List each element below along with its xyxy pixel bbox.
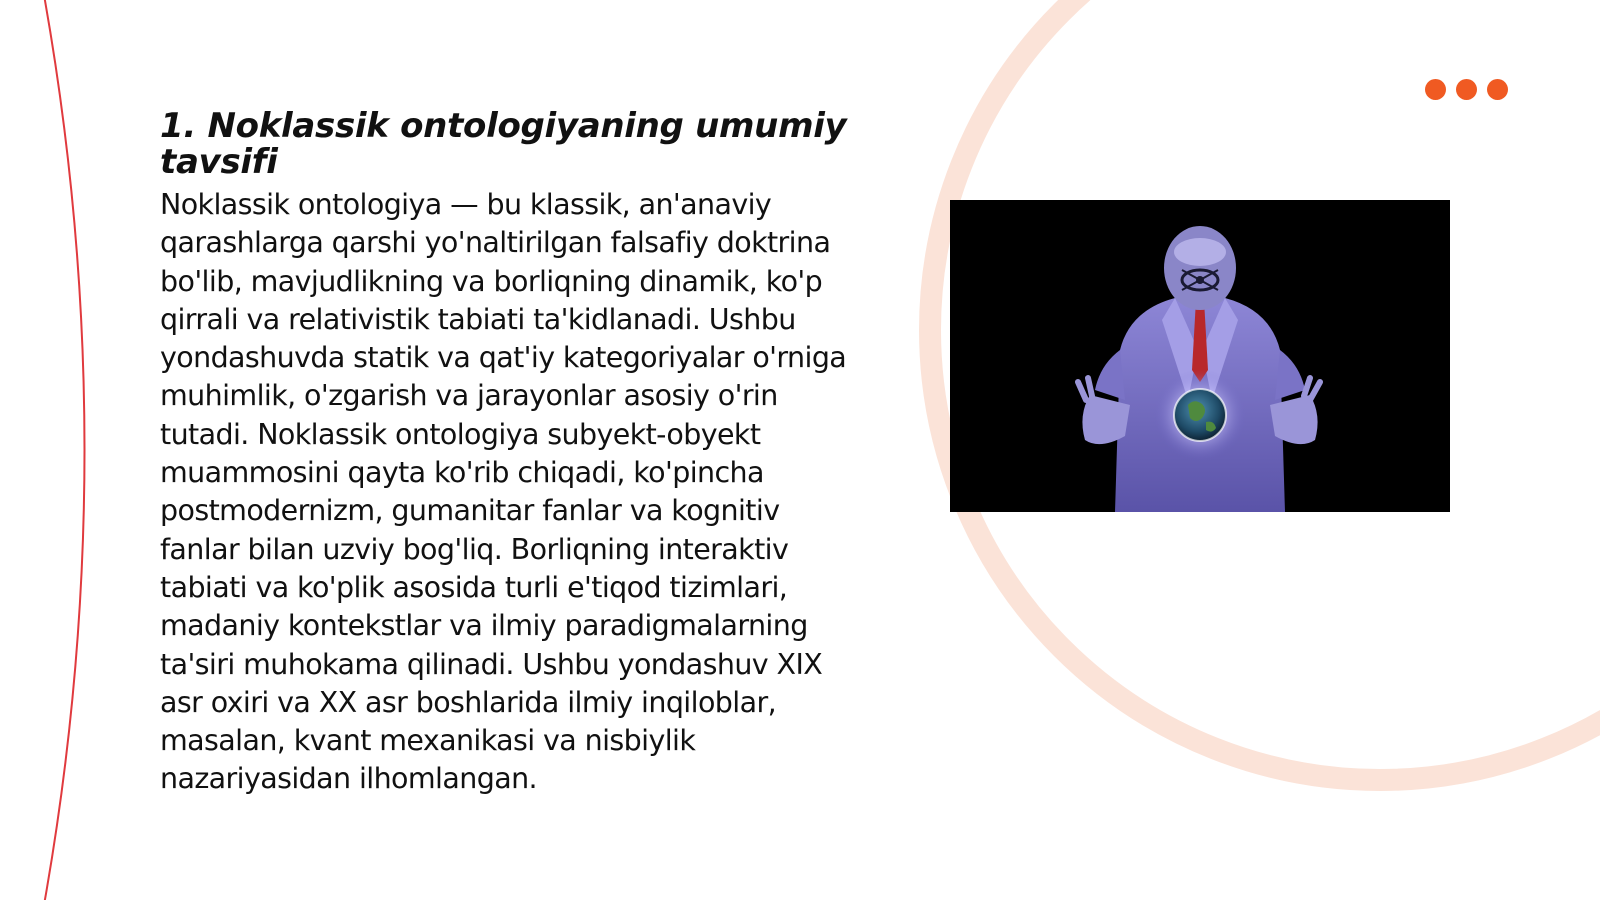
left-accent-curve xyxy=(44,0,85,900)
dots-ornament xyxy=(1425,79,1508,100)
figure-holding-globe-illustration xyxy=(950,200,1450,512)
slide-title: 1. Noklassik ontologiyaning umumiy tavsifi xyxy=(160,106,847,182)
dot-2 xyxy=(1456,79,1477,100)
illustration-svg xyxy=(950,200,1450,512)
slide-body-text: Noklassik ontologiya — bu klassik, an'anaviy qarashlarga qarshi yo'naltirilgan falsafiy doktrina bo'lib, mavjudlikning va borliqning dinamik, ko'p qirrali va relativistik tabiati ta'kidlanadi. Ushbu yondashuvda statik va qat'iy kategoriyalar o'rniga muhimlik, o'zgarish va jarayonlar asosiy o'rin tutadi. Noklassik ontologiya subyekt-obyekt muammosini qayta ko'rib chiqadi, ko'pincha postmodernizm, gumanitar fanlar va kognitiv fanlar bilan uzviy bog'liq. Borliqning interaktiv tabiati va ko'plik asosida turli e'tiqod tizimlari, madaniy kontekstlar va ilmiy paradigmalarning ta'siri muhokama qilinadi. Ushbu yondashuv XIX asr oxiri va XX asr boshlarida ilmiy inqiloblar, masalan, kvant mexanikasi va nisbiylik nazariyasidan ilhomlangan. xyxy=(160,188,847,796)
dot-1 xyxy=(1425,79,1446,100)
dot-3 xyxy=(1487,79,1508,100)
